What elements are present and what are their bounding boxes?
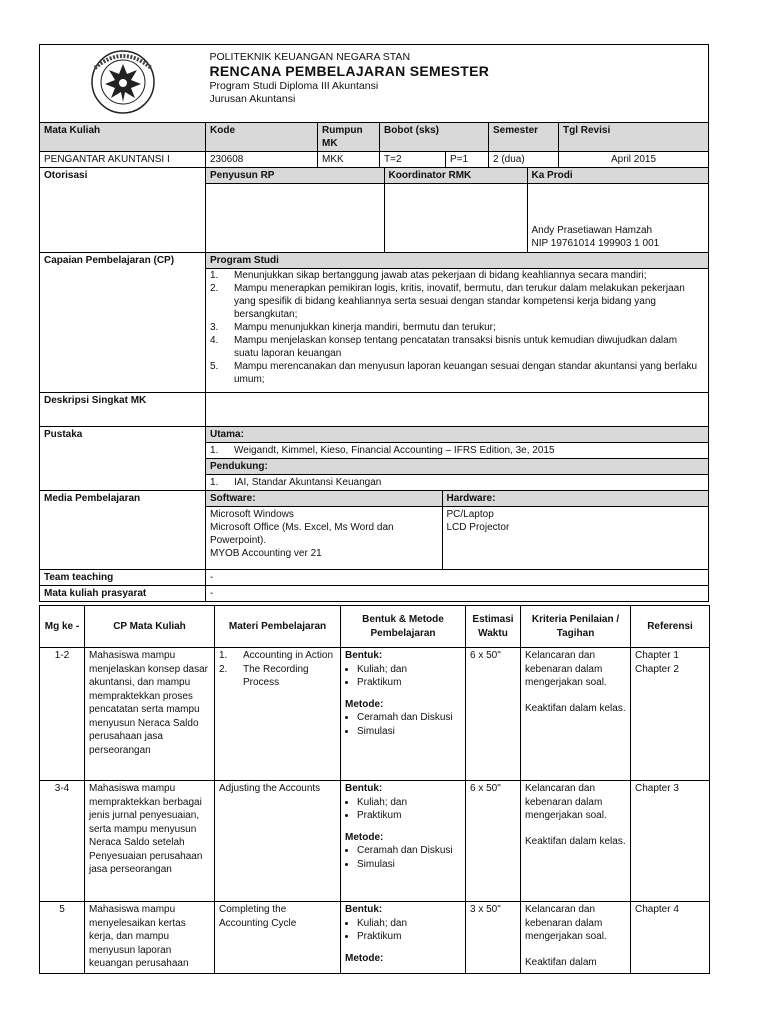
label-tgl-revisi: Tgl Revisi — [559, 123, 709, 152]
kriteria-cell: Kelancaran dan kebenaran dalam mengerjakan soal. Keaktifan dalam — [521, 902, 631, 974]
week-cell: 5 — [40, 902, 85, 974]
list-item: 2. The Recording Process — [219, 663, 309, 688]
media-subtable — [206, 491, 708, 569]
cp-list-item — [210, 282, 704, 321]
label-team-teaching: Team teaching — [40, 569, 206, 585]
waktu-cell: 3 x 50" — [466, 902, 521, 974]
cp-item-number: 2. — [210, 283, 219, 294]
cp-list-item — [210, 334, 704, 360]
label-deskripsi — [40, 393, 206, 427]
materi-list — [219, 649, 336, 690]
kaprodi-signature — [527, 184, 708, 253]
hardware-item: PC/Laptop — [446, 509, 494, 520]
referensi-cell: Chapter 3 — [631, 781, 710, 902]
cp-cell: Mahasiswa mampu mempraktekkan berbagai jenis jurnal penyesuaian, serta mampu menyusun Neraca Saldo setelah Penyesuaian perusahaan jasa perseorangan — [85, 781, 215, 902]
bentuk-cell — [341, 781, 466, 902]
col-header-referensi: Referensi — [631, 606, 710, 648]
col-header-kriteria: Kriteria Penilaian / Tagihan — [521, 606, 631, 648]
label-koordinator: Koordinator RMK — [384, 168, 527, 184]
pustaka-pendukung-item — [206, 475, 708, 490]
cp-item-number: 4. — [210, 335, 219, 346]
table-row — [40, 781, 710, 902]
label-penyusun: Penyusun RP — [206, 168, 384, 184]
program-name: Program Studi Diploma III Akuntansi — [209, 80, 379, 92]
week-cell: 1-2 — [40, 648, 85, 781]
list-item: • Ceramah dan Diskusi — [357, 711, 461, 725]
kriteria-cell: Kelancaran dan kebenaran dalam mengerjakan soal. Keaktifan dalam kelas. — [521, 648, 631, 781]
logo-cell — [40, 45, 206, 123]
list-item: • Simulasi — [357, 725, 461, 739]
cp-label: Capaian Pembelajaran (CP) — [44, 255, 175, 266]
kaprodi-nip: NIP 19761014 199903 1 001 — [531, 238, 660, 249]
cp-item-number: 3. — [210, 322, 219, 333]
materi-cell: Adjusting the Accounts — [215, 781, 341, 902]
cp-cell — [206, 253, 709, 393]
deskripsi-value — [206, 393, 709, 427]
list-item: • Kuliah; dan — [357, 663, 461, 677]
table-row — [40, 648, 710, 781]
pustaka-label: Pustaka — [44, 429, 83, 440]
value-bobot-t: T=2 — [380, 152, 446, 168]
department-name: Jurusan Akuntansi — [209, 93, 296, 105]
value-semester: 2 (dua) — [489, 152, 559, 168]
week-cell: 3-4 — [40, 781, 85, 902]
bentuk-label: Bentuk: — [345, 904, 383, 915]
label-kode: Kode — [206, 123, 318, 152]
value-team-teaching: - — [206, 569, 709, 585]
list-item: • Kuliah; dan — [357, 917, 461, 931]
pustaka-utama-num: 1. — [210, 445, 219, 456]
label-prasyarat: Mata kuliah prasyarat — [40, 585, 206, 601]
materi-cell: Completing the Accounting Cycle — [215, 902, 341, 974]
bentuk-list — [345, 917, 461, 944]
bentuk-list — [345, 663, 461, 690]
cp-item-text: Menunjukkan sikap bertanggung jawab atas pekerjaan di bidang keahliannya secara mandiri; — [234, 270, 647, 281]
list-item: • Praktikum — [357, 809, 461, 823]
bentuk-label: Bentuk: — [345, 650, 383, 661]
stan-logo — [75, 48, 171, 116]
kriteria-cell: Kelancaran dan kebenaran dalam mengerjakan soal. Keaktifan dalam kelas. — [521, 781, 631, 902]
label-kaprodi: Ka Prodi — [527, 168, 708, 184]
label-cp — [40, 253, 206, 393]
label-semester: Semester — [489, 123, 559, 152]
header-text-cell — [206, 45, 709, 123]
cp-item-text: Mampu menjelaskan konsep tentang pencatatan transaksi bisnis untuk kemudian diwujudkan dalam suatu laporan keuangan — [234, 335, 678, 359]
pustaka-pendukung-num: 1. — [210, 477, 219, 488]
pustaka-pendukung-label: Pendukung: — [206, 459, 708, 475]
waktu-cell: 6 x 50" — [466, 648, 521, 781]
media-label: Media Pembelajaran — [44, 493, 141, 504]
table-row — [40, 902, 710, 974]
col-header-materi: Materi Pembelajaran — [215, 606, 341, 648]
col-header-waktu: Estimasi Waktu — [466, 606, 521, 648]
koordinator-signature — [384, 184, 527, 253]
metode-list — [345, 711, 461, 738]
value-bobot-p: P=1 — [446, 152, 489, 168]
metode-label: Metode: — [345, 952, 384, 964]
rps-form-table — [39, 44, 709, 602]
waktu-cell: 6 x 50" — [466, 781, 521, 902]
software-item: MYOB Accounting ver 21 — [210, 548, 322, 559]
cp-item-number: 1. — [210, 270, 219, 281]
cp-item-text: Mampu merencanakan dan menyusun laporan keuangan sesuai dengan standar akuntansi yang berlaku umum; — [234, 361, 698, 385]
software-list — [206, 507, 442, 569]
pustaka-utama-item — [206, 443, 708, 459]
cp-cell: Mahasiswa mampu menjelaskan konsep dasar akuntansi, dan mampu mempraktekkan proses pencatatan serta mampu menyusun Neraca Saldo perusahaan jasa perseorangan — [85, 648, 215, 781]
list-item: • Ceramah dan Diskusi — [357, 844, 461, 858]
institution-name: POLITEKNIK KEUANGAN NEGARA STAN — [209, 51, 411, 63]
media-cell — [206, 491, 709, 570]
label-hardware: Hardware: — [442, 491, 708, 507]
cp-cell: Mahasiswa mampu menyelesaikan kertas kerja, dan mampu menyusun laporan keuangan perusahaan — [85, 902, 215, 974]
col-header-week: Mg ke - — [40, 606, 85, 648]
value-rumpun: MKK — [318, 152, 380, 168]
label-otorisasi — [40, 168, 206, 253]
referensi-cell: Chapter 4 — [631, 902, 710, 974]
metode-label: Metode: — [345, 831, 384, 843]
hardware-list — [442, 507, 708, 569]
label-software: Software: — [206, 491, 442, 507]
bentuk-cell — [341, 902, 466, 974]
cp-item-number: 5. — [210, 361, 219, 372]
cp-item-text: Mampu menerapkan pemikiran logis, kritis, inovatif, bermutu, dan terukur dalam melakukan pekerjaan yang spesifik di bidang keahliannya serta sesuai dengan standar kompetensi kerja bidang yang bersangkutan; — [234, 283, 685, 320]
deskripsi-label: Deskripsi Singkat MK — [44, 395, 147, 406]
bentuk-list — [345, 796, 461, 823]
pustaka-pendukung-text: IAI, Standar Akuntansi Keuangan — [234, 477, 382, 488]
software-item: Microsoft Windows — [210, 509, 294, 520]
hardware-item: LCD Projector — [446, 522, 510, 533]
list-item: • Praktikum — [357, 676, 461, 690]
label-media — [40, 491, 206, 570]
cp-item-text: Mampu menunjukkan kinerja mandiri, bermutu dan terukur; — [234, 322, 496, 333]
kaprodi-name: Andy Prasetiawan Hamzah — [531, 225, 653, 236]
list-item: • Simulasi — [357, 858, 461, 872]
label-pustaka — [40, 427, 206, 491]
document-title: RENCANA PEMBELAJARAN SEMESTER — [209, 63, 490, 79]
penyusun-signature — [206, 184, 384, 253]
metode-list — [345, 844, 461, 871]
otorisasi-cell — [206, 168, 709, 253]
label-bobot: Bobot (sks) — [380, 123, 489, 152]
pustaka-utama-text: Weigandt, Kimmel, Kieso, Financial Accounting – IFRS Edition, 3e, 2015 — [234, 445, 555, 456]
value-mata-kuliah: PENGANTAR AKUNTANSI I — [40, 152, 206, 168]
otorisasi-subtable — [206, 168, 708, 252]
metode-label: Metode: — [345, 698, 384, 710]
software-item: Microsoft Office (Ms. Excel, Ms Word dan Powerpoint). — [210, 522, 394, 546]
bentuk-cell — [341, 648, 466, 781]
col-header-bentuk: Bentuk & Metode Pembelajaran — [341, 606, 466, 648]
value-kode: 230608 — [206, 152, 318, 168]
weekly-plan-table — [39, 605, 710, 974]
col-header-cp: CP Mata Kuliah — [85, 606, 215, 648]
referensi-cell: Chapter 1 Chapter 2 — [631, 648, 710, 781]
list-item: • Praktikum — [357, 930, 461, 944]
list-item: 1. Accounting in Action — [219, 650, 334, 661]
materi-cell — [215, 648, 341, 781]
cp-list-item — [210, 321, 704, 334]
otorisasi-label: Otorisasi — [44, 170, 88, 181]
bentuk-label: Bentuk: — [345, 783, 383, 794]
list-item: • Kuliah; dan — [357, 796, 461, 810]
cp-list-item — [210, 360, 704, 386]
label-mata-kuliah: Mata Kuliah — [40, 123, 206, 152]
cp-program-label: Program Studi — [206, 253, 708, 269]
cp-list-item — [210, 269, 704, 282]
label-rumpun: Rumpun MK — [318, 123, 380, 152]
pustaka-cell — [206, 427, 709, 491]
cp-list — [206, 269, 708, 392]
pustaka-utama-label: Utama: — [206, 427, 708, 443]
value-prasyarat: - — [206, 585, 709, 601]
value-tgl-revisi: April 2015 — [559, 152, 709, 168]
